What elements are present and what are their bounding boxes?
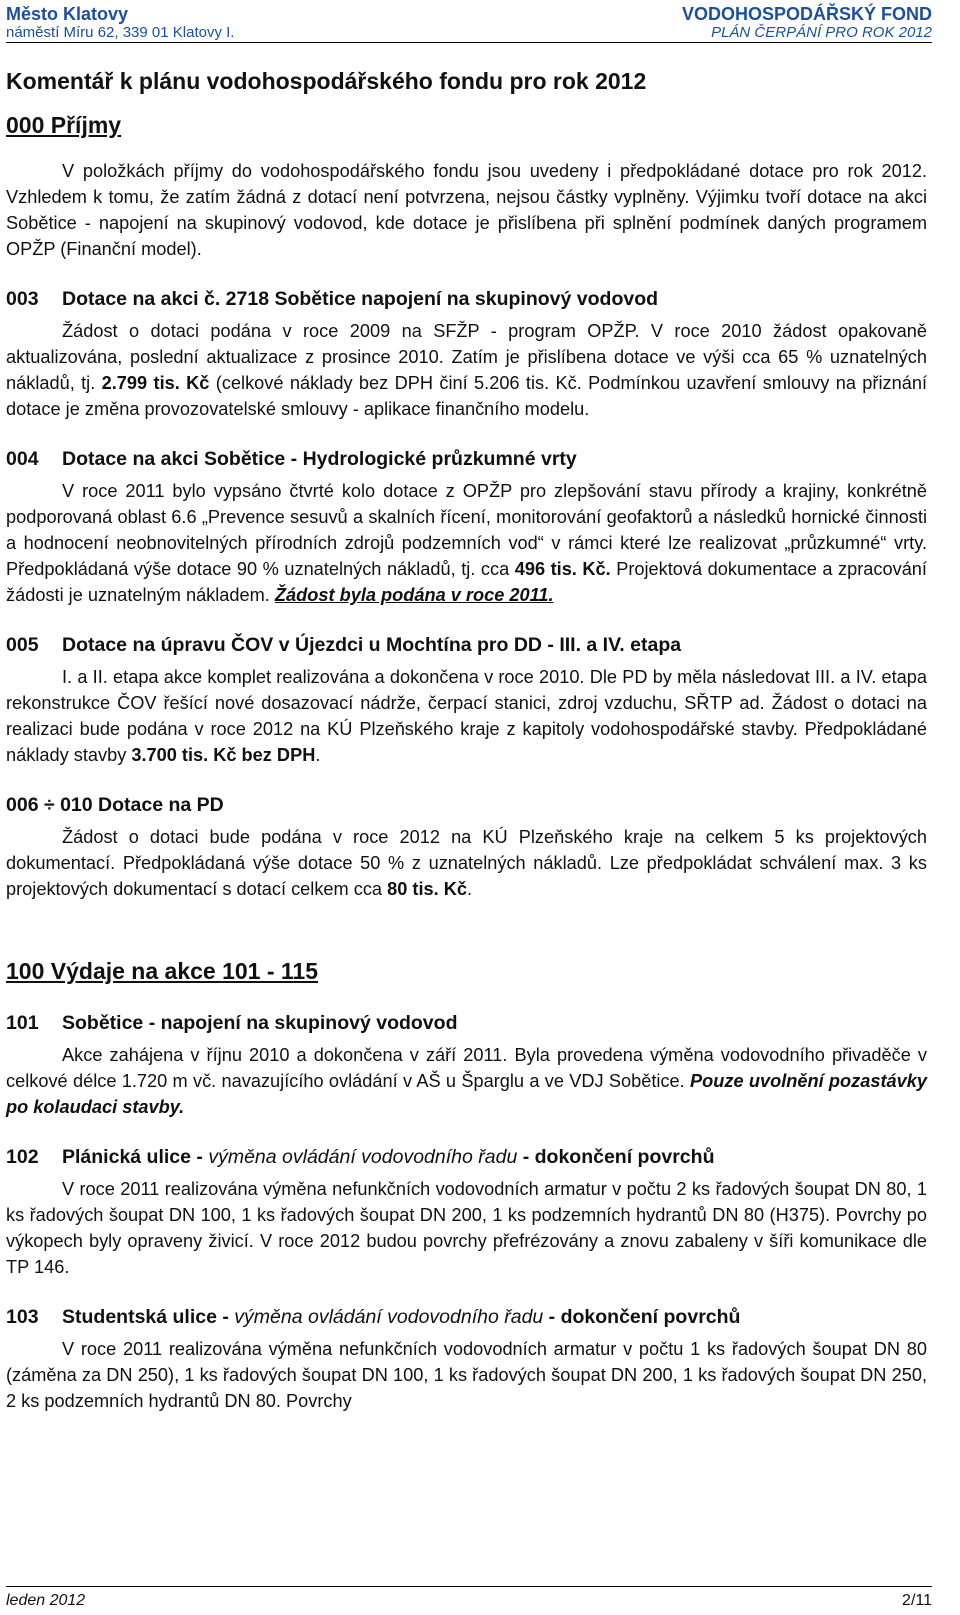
paragraph-004 xyxy=(6,478,927,608)
paragraph-101 xyxy=(6,1042,927,1120)
section-heading-expenses: 100 Výdaje na akce 101 - 115 xyxy=(6,958,319,984)
bold-amount: 3.700 tis. Kč bez DPH xyxy=(131,745,316,765)
subsection-title: Sobětice - napojení na skupinový vodovod xyxy=(62,1012,458,1034)
document-title: Komentář k plánu vodohospodářského fondu pro rok 2012 xyxy=(6,68,647,94)
subsection-title-italic: výměna ovládání vodovodního řadu xyxy=(234,1306,544,1328)
subsection-heading-102 xyxy=(6,1142,927,1172)
section-heading-income: 000 Příjmy xyxy=(6,112,122,138)
bold-amount: 2.799 tis. Kč xyxy=(101,373,210,393)
text-run: V roce 2011 bylo vypsáno čtvrté kolo dotace z OPŽP pro zlepšování stavu přírody a krajiny, konkrétně podporovaná oblast 6.6 „Prevence sesuvů a skalních řícení, monitorování geofaktorů a následků hornické činnosti a hodnocení neobnovitelných přírodních zdrojů podzemních vod“ v rámci které lze realizovat „průzkumné“ vrty. Předpokládaná výše dotace 90 % uznatelných nákladů, tj. cca xyxy=(6,481,927,579)
text-run: Žádost o dotaci bude podána v roce 2012 na KÚ Plzeňského kraje na celkem 5 ks projektových dokumentací. Předpokládaná výše dotace 50 % z uznatelných nákladů. Lze předpokládat schválení max. 3 ks projektových dokumentací s dotací celkem cca xyxy=(6,827,927,899)
subsection-heading-003 xyxy=(6,284,927,314)
paragraph-005 xyxy=(6,664,927,768)
subsection-heading-101 xyxy=(6,1008,927,1038)
subsection-number: 005 xyxy=(6,634,39,656)
header-right xyxy=(682,4,932,42)
paragraph-006 xyxy=(6,824,927,902)
text-run: Žádost o dotaci podána v roce 2009 na SFŽP - program OPŽP. V roce 2010 žádost opakovaně aktualizována, poslední aktualizace z prosince 2010. Zatím je přislíbena dotace ve výši cca 65 % uznatelných nákladů, tj. xyxy=(6,321,927,393)
doc-name: VODOHOSPODÁŘSKÝ FOND xyxy=(681,4,932,24)
subsection-heading-103 xyxy=(6,1302,927,1332)
income-intro-paragraph: V položkách příjmy do vodohospodářského fondu jsou uvedeny i předpokládané dotace pro rok 2012. Vzhledem k tomu, že zatím žádná z dotací není potvrzena, nejsou částky vyplněny. Výjimku tvoří dotace na akci Sobětice - napojení na skupinový vodovod, kde dotace je přislíbena při splnění podmínek daných programem OPŽP (Finanční model). xyxy=(6,161,927,259)
org-name: Město Klatovy xyxy=(6,4,129,24)
subsection-title-part: - dokončení povrchů xyxy=(517,1146,715,1168)
subsection-number: 004 xyxy=(6,448,39,470)
subsection-title: Dotace na úpravu ČOV v Újezdci u Mochtína pro DD - III. a IV. etapa xyxy=(62,634,682,656)
emphasis-note: Žádost byla podána v roce 2011. xyxy=(274,585,554,605)
doc-subtitle: PLÁN ČERPÁNÍ PRO ROK 2012 xyxy=(711,24,932,41)
text-run: . xyxy=(315,745,321,765)
document-body xyxy=(6,62,927,1414)
bold-amount: 80 tis. Kč xyxy=(387,879,467,899)
text-run: Projektová dokumentace a zpracování žádosti je uznatelným nákladem. xyxy=(6,559,927,605)
text-run: (celkové náklady bez DPH činí 5.206 tis. Kč. Podmínkou uzavření smlouvy na přiznání dotace je změna provozovatelské smlouvy - aplikace finančního modelu. xyxy=(6,373,928,419)
subsection-title-part: Studentská ulice - xyxy=(62,1306,235,1328)
subsection-number: 102 xyxy=(6,1146,39,1168)
subsection-title-part: Plánická ulice - xyxy=(62,1146,209,1168)
page-header xyxy=(6,4,932,43)
bold-amount: 496 tis. Kč. xyxy=(514,559,611,579)
subsection-heading-005 xyxy=(6,630,927,660)
paragraph-003 xyxy=(6,318,927,422)
subsection-heading-006: 006 ÷ 010 Dotace na PD xyxy=(6,794,224,816)
subsection-title-italic: výměna ovládání vodovodního řadu xyxy=(208,1146,518,1168)
page-footer xyxy=(6,1586,932,1613)
subsection-title: Dotace na akci Sobětice - Hydrologické průzkumné vrty xyxy=(62,448,577,470)
text-run: . xyxy=(466,879,473,899)
org-address: náměstí Míru 62, 339 01 Klatovy I. xyxy=(6,24,235,41)
paragraph-103: V roce 2011 realizována výměna nefunkčních vodovodních armatur v počtu 1 ks řadových šoupat DN 80 (záměna za DN 250), 1 ks řadových šoupat DN 100, 1 ks řadových šoupat DN 200, 1 ks řadových šoupat DN 250, 2 ks podzemních hydrantů DN 80. Povrchy xyxy=(6,1339,927,1411)
header-left xyxy=(6,4,234,42)
subsection-number: 003 xyxy=(6,288,39,310)
emphasis-note: Pouze uvolnění pozastávky po kolaudaci stavby. xyxy=(6,1071,927,1117)
subsection-heading-004 xyxy=(6,444,927,474)
footer-date: leden 2012 xyxy=(6,1592,86,1609)
page-number: 2/11 xyxy=(902,1592,932,1609)
paragraph-102: V roce 2011 realizována výměna nefunkčních vodovodních armatur v počtu 2 ks řadových šoupat DN 80, 1 ks řadových šoupat DN 100, 1 ks řadových šoupat DN 200, 1 ks podzemních hydrantů DN 80 (H375). Povrchy po výkopech byly opraveny živicí. V roce 2012 budou povrchy přefrézovány a znovu zabaleny v šíři komunikace dle TP 146. xyxy=(6,1179,927,1277)
subsection-number: 103 xyxy=(6,1306,39,1328)
subsection-number: 101 xyxy=(6,1012,39,1034)
text-run: Akce zahájena v říjnu 2010 a dokončena v září 2011. Byla provedena výměna vodovodního přivaděče v celkové délce 1.720 m vč. navazujícího ovládání v AŠ u Šparglu a ve VDJ Sobětice. xyxy=(6,1045,927,1091)
subsection-title-part: - dokončení povrchů xyxy=(543,1306,741,1328)
subsection-title: Dotace na akci č. 2718 Sobětice napojení na skupinový vodovod xyxy=(62,288,659,310)
text-run: I. a II. etapa akce komplet realizována a dokončena v roce 2010. Dle PD by měla následovat III. a IV. etapa rekonstrukce ČOV řešící nové dosazovací nádrže, čerpací stanici, zdroj vzduchu, SŘTP ad. Žádost o dotaci na realizaci bude podána v roce 2012 na KÚ Plzeňského kraje z kapitoly vodohospodářské stavby. Předpokládané náklady stavby xyxy=(6,667,927,765)
